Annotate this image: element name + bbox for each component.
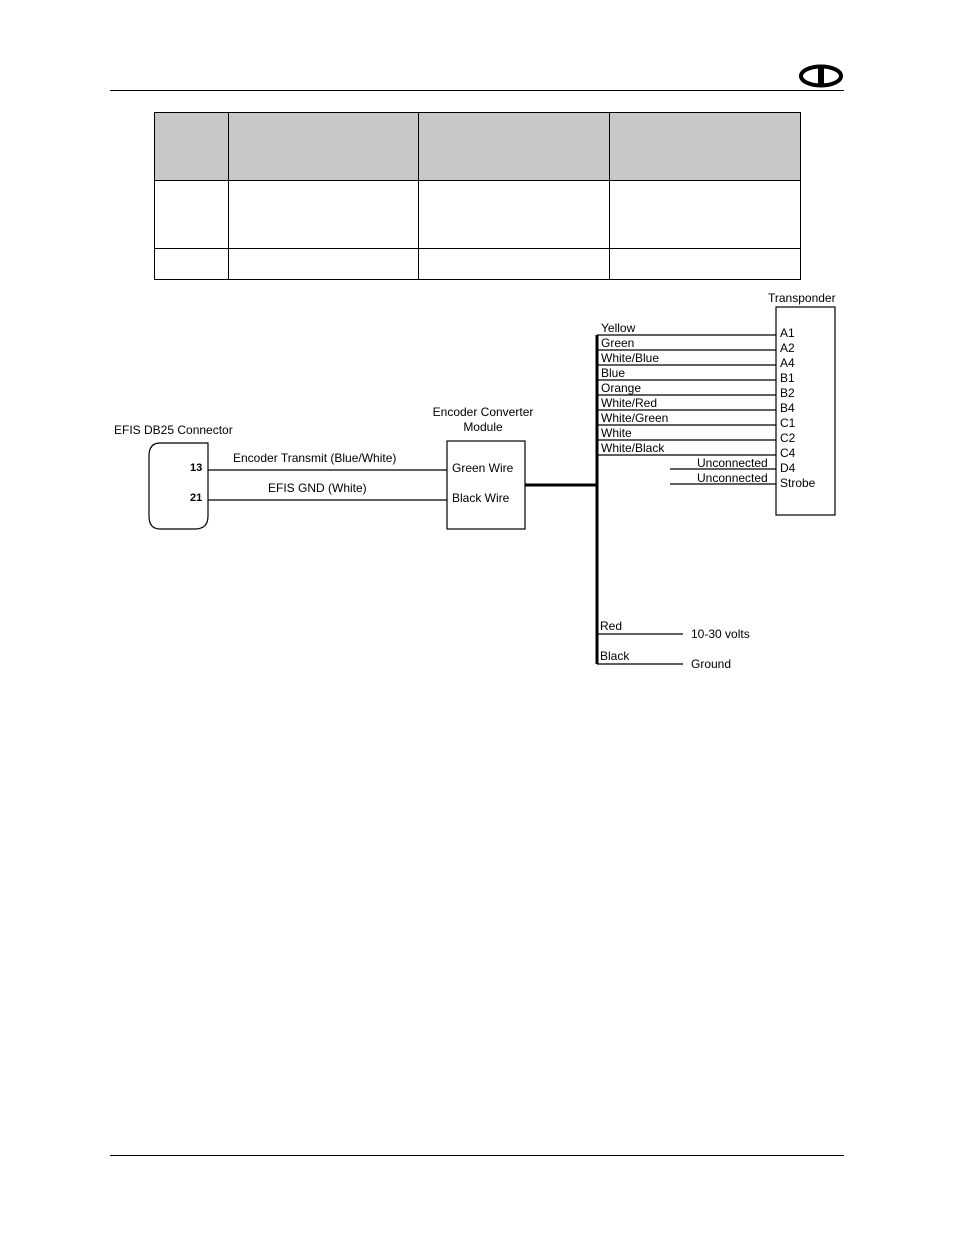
bus-wire-label: White/Red [601,396,658,410]
transponder-pin-label: B4 [780,401,795,415]
bus-wire-label: White/Green [601,411,669,425]
transponder-pin-group [780,326,816,490]
bus-wire-label: White/Blue [601,351,660,365]
transponder-pin-label: B1 [780,371,795,385]
unconnected-strobe-label: Unconnected [697,471,768,485]
black-wire-target: Ground [691,657,732,671]
module-black-wire: Black Wire [452,491,510,505]
transponder-pin-label: Strobe [780,476,816,490]
module-title-line2: Module [463,420,503,434]
efis-pin-21: 21 [190,492,203,504]
bus-wire-label: Green [601,336,635,350]
black-wire-label: Black [600,649,630,663]
bus-wire-group [597,321,776,455]
module-green-wire: Green Wire [452,461,514,475]
module-title-line1: Encoder Converter [432,405,534,419]
transponder-pin-label: C1 [780,416,796,430]
transponder-pin-label: A1 [780,326,795,340]
transponder-pin-label: B2 [780,386,795,400]
transmit-wire-label: Encoder Transmit (Blue/White) [233,451,397,465]
unconnected-d4-label: Unconnected [697,456,768,470]
bus-wire-label: Orange [601,381,642,395]
bus-wire-label: White/Black [601,441,665,455]
bus-wire-label: White [601,426,632,440]
transponder-title: Transponder [768,291,836,305]
gnd-wire-label: EFIS GND (White) [268,481,367,495]
efis-connector-shape [149,443,208,529]
transponder-pin-label: C4 [780,446,796,460]
bus-wire-label: Yellow [601,321,636,335]
red-wire-target: 10-30 volts [691,627,750,641]
transponder-pin-label: A4 [780,356,795,370]
footer-rule [110,1155,844,1156]
red-wire-label: Red [600,619,623,633]
module-box [447,441,525,529]
bus-wire-label: Blue [601,366,626,380]
transponder-pin-label: C2 [780,431,796,445]
efis-connector-title: EFIS DB25 Connector [114,423,233,437]
efis-pin-13: 13 [190,462,203,474]
transponder-pin-label: A2 [780,341,795,355]
transponder-pin-label: D4 [780,461,796,475]
